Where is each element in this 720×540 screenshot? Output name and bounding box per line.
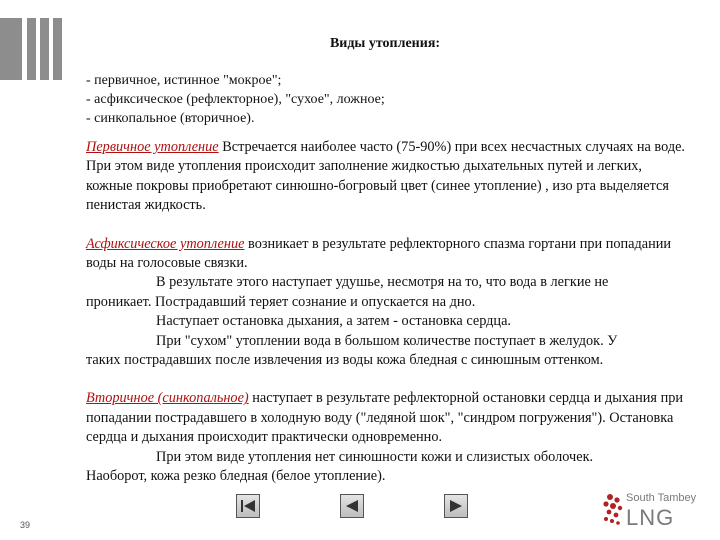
primary-term: Первичное утопление — [86, 139, 219, 155]
decorative-bar — [27, 18, 36, 80]
page-number: 39 — [20, 520, 31, 530]
list-item: - синкопальное (вторичное). — [86, 111, 255, 126]
asphyxial-paragraph — [86, 235, 686, 274]
secondary-text: наступает в результате рефлекторной остановки сердца и дыхания при попадании пострадавшего в холодную воду ("ледяной шок", "синдром погружения"). Остановка сердца и дыхания происходит практически одновременно. — [86, 390, 684, 446]
asphyxial-line: таких пострадавших после извлечения из воды кожа бледная с синюшным оттенком. — [86, 352, 604, 369]
list-item: - асфиксическое (рефлекторное), "сухое", ложное; — [86, 92, 385, 107]
slide-title: Виды утопления: — [329, 36, 441, 51]
primary-text: Встречается наиболее часто (75-90%) при всех несчастных случаях на воде. При этом виде утопления происходит заполнение жидкостью дыхательных путей и легких, кожные покровы приобретают синюшно-богровый цвет (синее утопление) , изо рта выделяется пенистая жидкость. — [86, 139, 686, 214]
asphyxial-text: возникает в результате рефлекторного спазма гортани при попадании воды на голосовые связки. — [86, 235, 672, 272]
list-item: - первичное, истинное "мокрое"; — [86, 73, 282, 88]
company-logo — [600, 488, 712, 534]
next-slide-button[interactable] — [444, 494, 468, 518]
logo-text: South Tambey — [626, 492, 697, 504]
secondary-paragraph — [86, 389, 686, 447]
drowning-types-list — [86, 71, 385, 128]
skip-to-start-icon — [240, 499, 256, 513]
decorative-bar — [53, 18, 62, 80]
secondary-term: Вторичное (синкопальное) — [86, 390, 249, 407]
play-back-icon — [344, 499, 360, 513]
asphyxial-line: проникает. Пострадавший теряет сознание и опускается на дно. — [86, 293, 476, 310]
previous-slide-button[interactable] — [340, 494, 364, 518]
primary-paragraph — [86, 138, 686, 216]
play-forward-icon — [448, 499, 464, 513]
secondary-line: При этом виде утопления нет синюшности кожи и слизистых оболочек. — [156, 448, 594, 465]
logo-text: LNG — [626, 505, 675, 530]
asphyxial-line: В результате этого наступает удушье, несмотря на то, что вода в легкие не — [156, 274, 609, 291]
asphyxial-line: При "сухом" утоплении вода в большом количестве поступает в желудок. У — [156, 332, 618, 349]
decorative-bar — [40, 18, 49, 80]
slide-content — [86, 138, 686, 487]
secondary-line: Наоборот, кожа резко бледная (белое утопление). — [86, 468, 386, 485]
decorative-bar — [0, 18, 22, 80]
asphyxial-line: Наступает остановка дыхания, а затем - остановка сердца. — [156, 313, 511, 330]
first-slide-button[interactable] — [236, 494, 260, 518]
asphyxial-term: Асфиксическое утопление — [86, 235, 245, 252]
logo-mark-icon — [600, 490, 626, 530]
